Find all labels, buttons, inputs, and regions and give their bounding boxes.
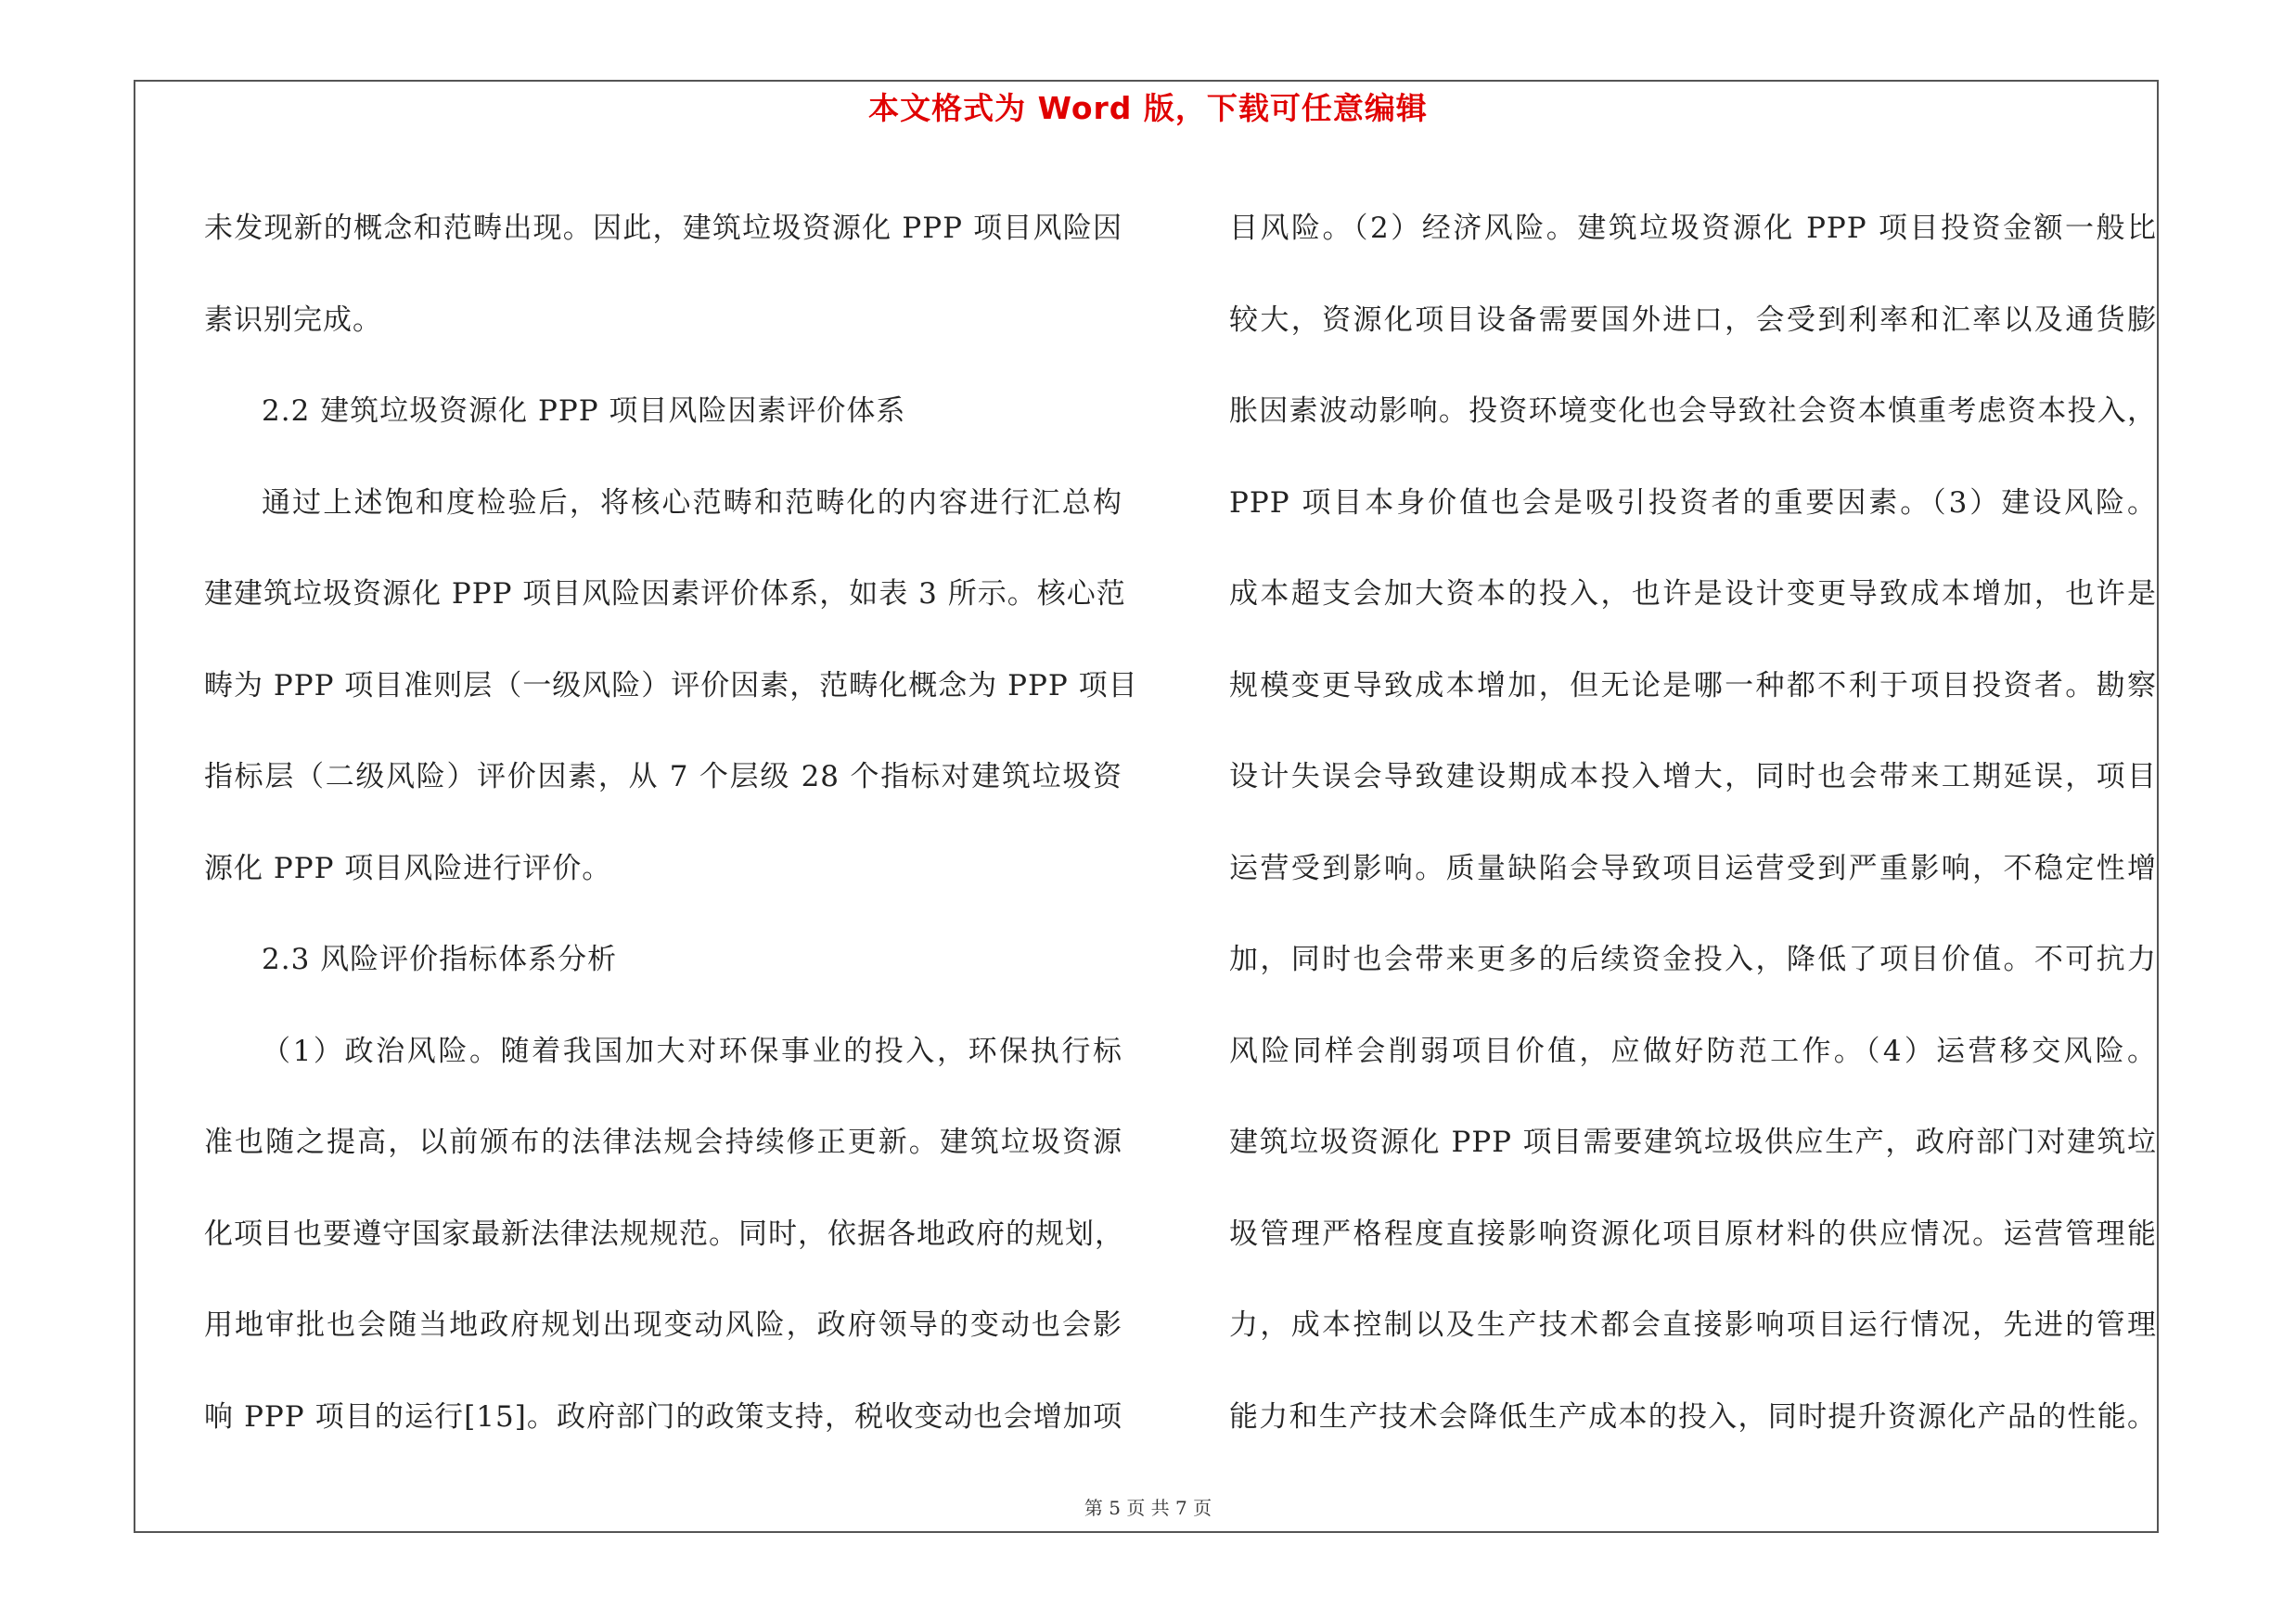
text-line: 加，同时也会带来更多的后续资金投入，降低了项目价值。不可抗力 [1229,943,2157,976]
text-line: 胀因素波动影响。投资环境变化也会导致社会资本慎重考虑资本投入， [1229,394,2157,428]
text-line: 源化 PPP 项目风险进行评价。 [204,851,612,885]
right-text-column [1229,183,2157,1462]
text-line: 力，成本控制以及生产技术都会直接影响项目运行情况，先进的管理 [1229,1308,2157,1342]
text-line: 建建筑垃圾资源化 PPP 项目风险因素评价体系，如表 3 所示。核心范 [204,577,1126,611]
text-line: 素识别完成。 [204,303,382,337]
text-line: PPP 项目本身价值也会是吸引投资者的重要因素。（3）建设风险。 [1229,485,2157,520]
text-line: 用地审批也会随当地政府规划出现变动风险，政府领导的变动也会影 [204,1308,1122,1342]
text-line: 规模变更导致成本增加，但无论是哪一种都不利于项目投资者。勘察 [1229,668,2157,702]
text-line: 设计失误会导致建设期成本投入增大，同时也会带来工期延误，项目 [1229,760,2157,793]
text-line: 准也随之提高，以前颁布的法律法规会持续修正更新。建筑垃圾资源 [204,1126,1122,1159]
text-line: 风险同样会削弱项目价值，应做好防范工作。（4）运营移交风险。 [1229,1034,2157,1068]
text-line: 化项目也要遵守国家最新法律法规规范。同时，依据各地政府的规划， [204,1217,1124,1251]
text-line: 指标层（二级风险）评价因素，从 7 个层级 28 个指标对建筑垃圾资 [204,760,1122,793]
text-line: 通过上述饱和度检验后，将核心范畴和范畴化的内容进行汇总构 [262,485,1122,520]
text-line: 未发现新的概念和范畴出现。因此，建筑垃圾资源化 PPP 项目风险因 [204,212,1122,245]
text-line: 2.3 风险评价指标体系分析 [262,943,618,976]
text-line: 目风险。（2）经济风险。建筑垃圾资源化 PPP 项目投资金额一般比 [1229,212,2157,245]
text-line: （1）政治风险。随着我国加大对环保事业的投入，环保执行标 [262,1034,1122,1068]
page-number-footer: 第 5 页 共 7 页 [1084,1497,1212,1519]
text-line: 成本超支会加大资本的投入，也许是设计变更导致成本增加，也许是 [1229,577,2157,611]
text-line: 畴为 PPP 项目准则层（一级风险）评价因素，范畴化概念为 PPP 项目 [204,668,1138,702]
text-line: 运营受到影响。质量缺陷会导致项目运营受到严重影响，不稳定性增 [1229,851,2157,885]
text-line: 能力和生产技术会降低生产成本的投入，同时提升资源化产品的性能。 [1229,1399,2157,1434]
text-line: 圾管理严格程度直接影响资源化项目原材料的供应情况。运营管理能 [1229,1217,2157,1251]
text-line: 较大，资源化项目设备需要国外进口，会受到利率和汇率以及通货膨 [1229,303,2157,337]
left-text-column [204,183,1138,1462]
text-line: 响 PPP 项目的运行[15]。政府部门的政策支持，税收变动也会增加项 [204,1399,1122,1434]
text-line: 建筑垃圾资源化 PPP 项目需要建筑垃圾供应生产，政府部门对建筑垃 [1229,1126,2157,1159]
format-notice-banner: 本文格式为 Word 版，下载可任意编辑 [868,90,1428,126]
text-line: 2.2 建筑垃圾资源化 PPP 项目风险因素评价体系 [262,394,906,428]
